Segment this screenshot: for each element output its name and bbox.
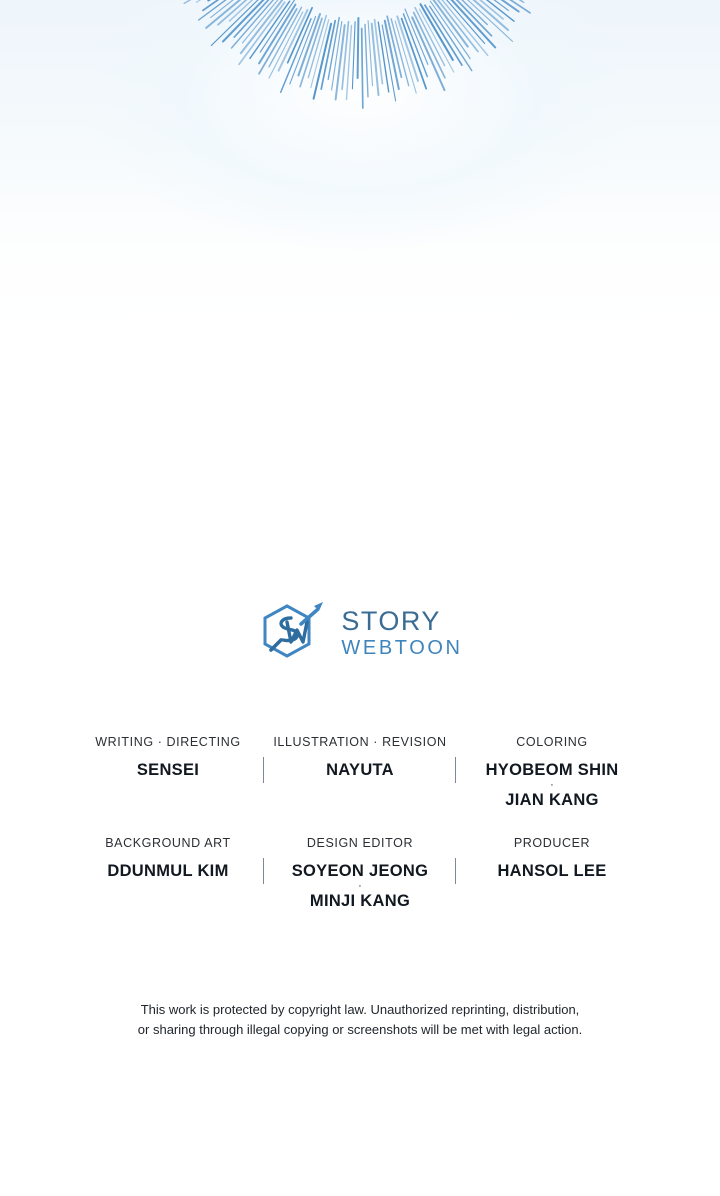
credit-column xyxy=(456,735,648,810)
logo-line-2: WEBTOON xyxy=(341,637,463,659)
logo-line-1: STORY xyxy=(341,606,441,636)
credit-column xyxy=(264,735,456,780)
credit-role: DESIGN EDITOR xyxy=(306,836,414,851)
copyright-line-2: or sharing through illegal copying or screenshots will be met with legal action. xyxy=(137,1022,583,1038)
credit-role: BACKGROUND ART xyxy=(105,836,231,851)
credit-column xyxy=(72,836,264,881)
copyright-notice xyxy=(0,1000,720,1040)
credit-name: HYOBEOM SHIN xyxy=(485,761,619,779)
credit-separator-dot: · xyxy=(550,779,554,792)
credit-name: SOYEON JEONG xyxy=(291,862,429,881)
credit-name: HANSOL LEE xyxy=(497,862,607,881)
credits-row xyxy=(0,735,720,810)
credit-role: PRODUCER xyxy=(513,836,591,851)
credit-name: MINJI KANG xyxy=(309,892,411,911)
credit-name: NAYUTA xyxy=(326,761,394,779)
credit-column xyxy=(456,836,648,881)
logo-wordmark xyxy=(341,608,462,658)
copyright-line-1: This work is protected by copyright law. Unauthorized reprinting, distribution, xyxy=(140,1002,580,1017)
sw-hexagon-logo-icon xyxy=(257,600,329,666)
credits-section xyxy=(0,735,720,938)
credit-name: SENSEI xyxy=(136,761,200,779)
credit-role: COLORING xyxy=(516,735,588,749)
credit-column xyxy=(72,735,264,780)
studio-logo xyxy=(0,600,720,666)
artwork-panel xyxy=(0,0,720,330)
credit-role: WRITING · DIRECTING xyxy=(95,735,241,749)
credit-role: ILLUSTRATION · REVISION xyxy=(273,735,447,749)
credit-name: DDUNMUL KIM xyxy=(107,862,229,881)
credit-separator-dot: · xyxy=(358,880,362,893)
credits-row xyxy=(0,836,720,911)
credit-column xyxy=(264,836,456,911)
credit-name: JIAN KANG xyxy=(505,791,599,810)
radial-burst-icon xyxy=(150,0,570,170)
